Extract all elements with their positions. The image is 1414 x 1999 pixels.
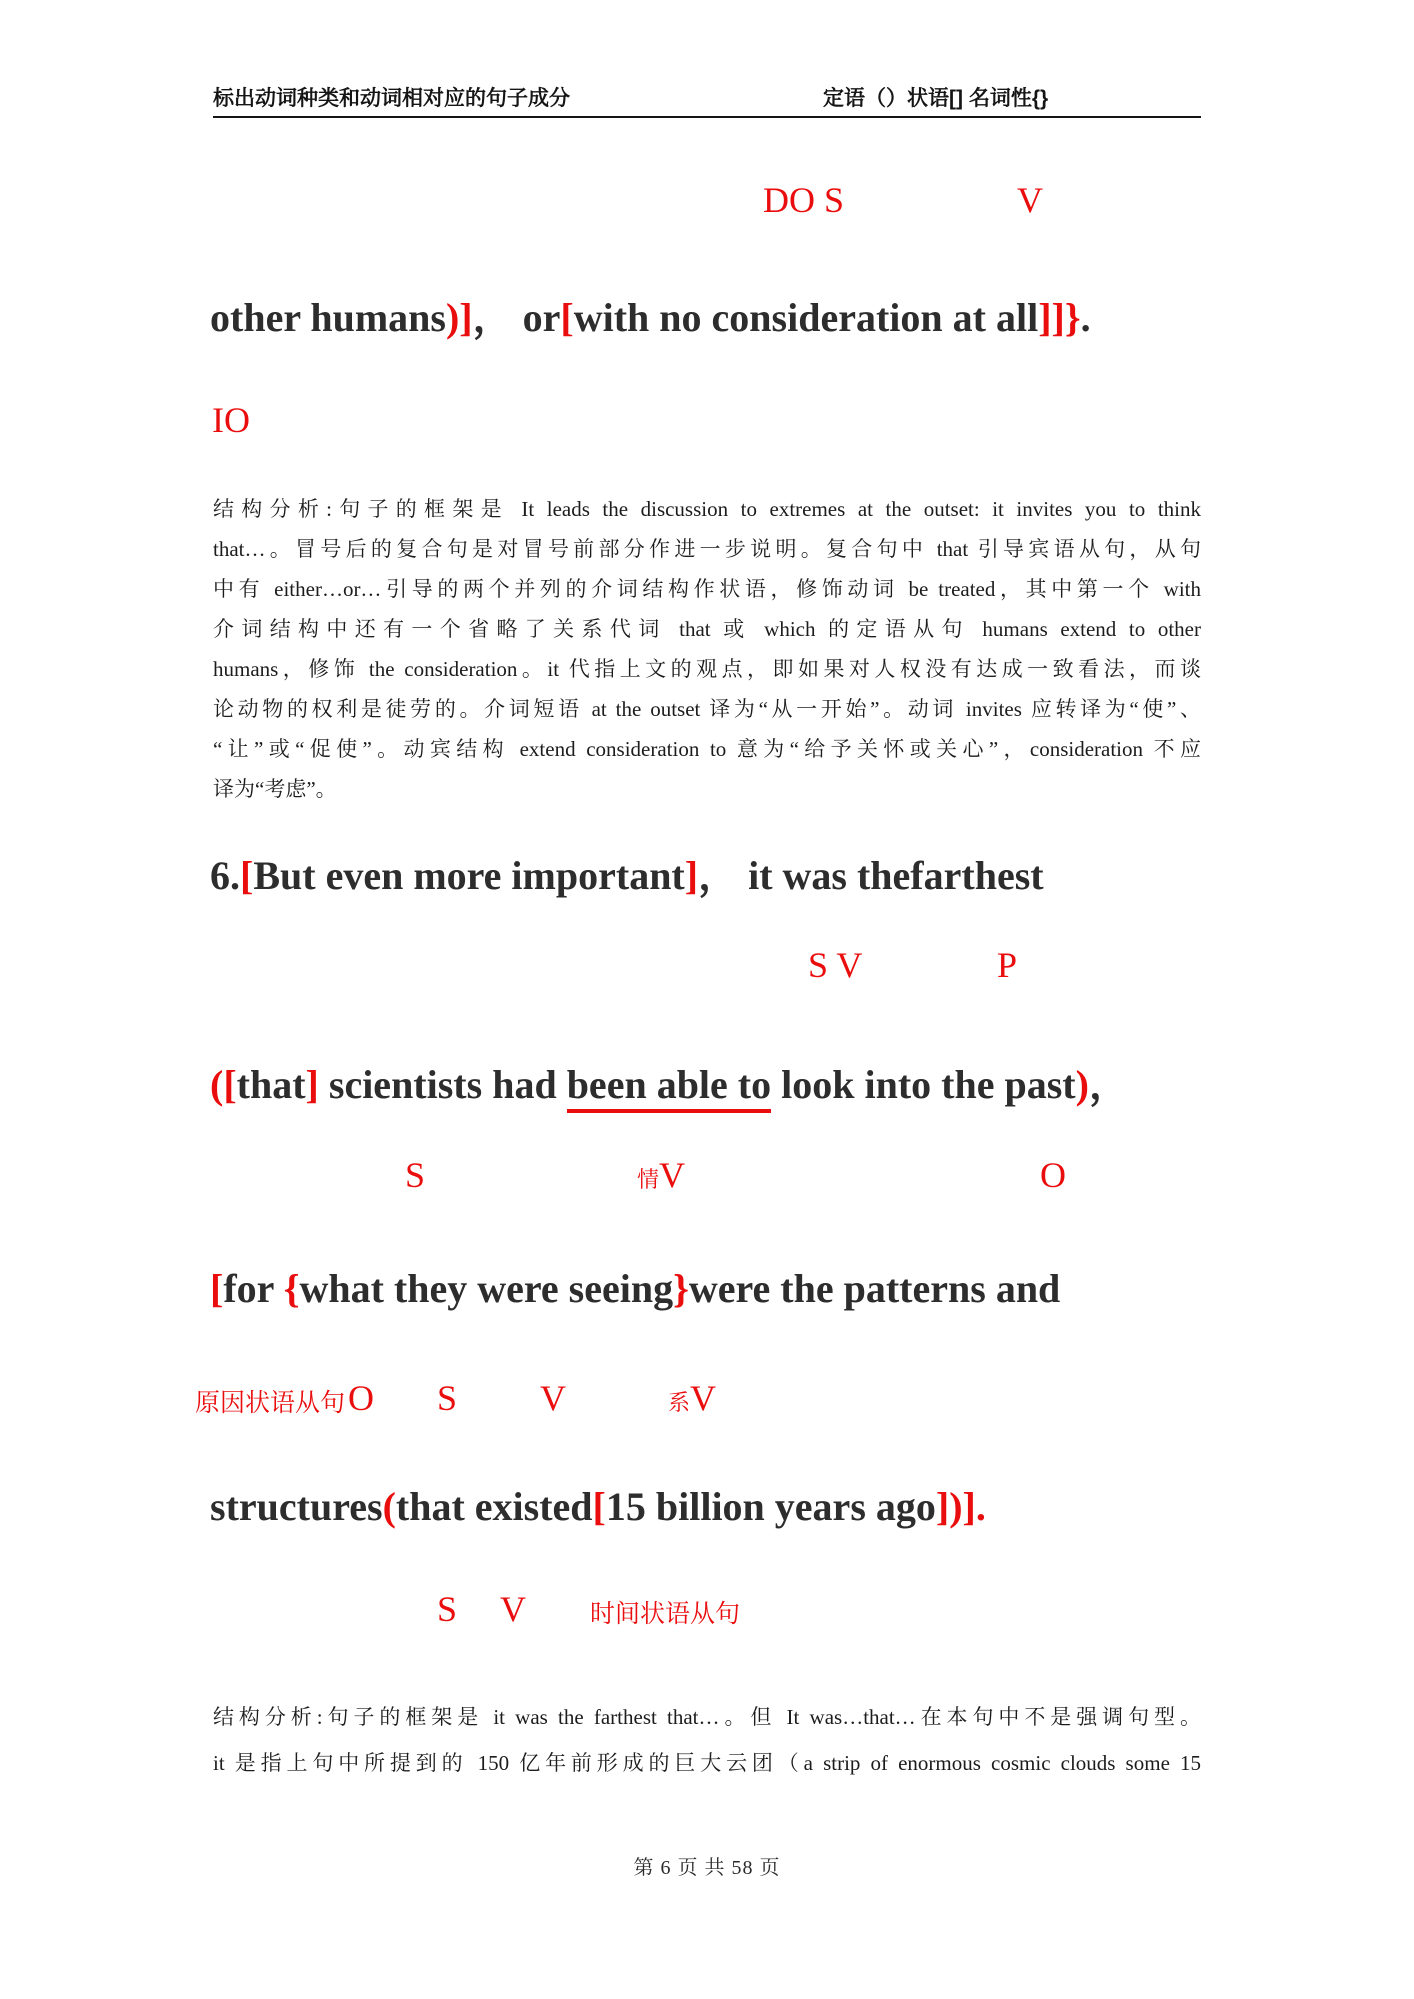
text-segment: ， it was thefarthest — [698, 853, 1044, 898]
text-segment: that — [236, 1062, 306, 1107]
text-segment: V — [690, 1378, 717, 1418]
text-segment: structures — [210, 1484, 383, 1529]
text-segment: 6. — [210, 853, 240, 898]
text-segment: . — [1080, 295, 1091, 340]
sentence6-text-line3 — [210, 1266, 1060, 1312]
text-segment: with no consideration at all — [573, 295, 1039, 340]
sentence5-text-line — [210, 295, 1091, 341]
text-segment: [ — [240, 853, 254, 898]
annotation-v: V — [540, 1378, 566, 1418]
sentence6-annotation-row4 — [0, 1583, 1414, 1627]
text-segment: that existed — [395, 1484, 593, 1529]
annotation-s: S — [437, 1589, 458, 1629]
text-segment: ( — [210, 1062, 224, 1107]
annotation-time-clause-label: 时间状语从句 — [590, 1601, 741, 1628]
annotation-v: V — [500, 1589, 526, 1629]
sentence6-annotation-row1 — [0, 939, 1414, 983]
paragraph-line: 论动物的权利是徒劳的。介词短语 at the outset 译为“从一开始”。动词 invites 应转译为“使”、 — [213, 697, 1201, 721]
annotation-link-v — [668, 1380, 716, 1416]
paragraph-line: 结构分析:句子的框架是 it was the farthest that…。但 It was…that…在本句中不是强调句型。 — [213, 1705, 1201, 1729]
annotation-s: S — [437, 1378, 458, 1418]
annotation-io: IO — [212, 400, 250, 440]
text-segment: ( — [382, 1484, 396, 1529]
annotation-do-s: DO S — [763, 180, 845, 220]
paragraph-line: humans，修饰 the consideration。it 代指上文的观点，即如果对人权没有达成一致看法，而谈 — [213, 657, 1201, 681]
annotation-p: P — [997, 945, 1018, 985]
paragraph-line: 介词结构中还有一个省略了关系代词 that 或 which 的定语从句 humans extend to other — [213, 617, 1201, 641]
annotation-o: O — [1040, 1155, 1066, 1195]
text-segment: ] — [684, 853, 699, 898]
annotation-v: V — [1017, 180, 1043, 220]
text-segment: 情 — [637, 1167, 660, 1192]
paragraph-line: that…。冒号后的复合句是对冒号前部分作进一步说明。复合句中 that 引导宾语从句，从句 — [213, 537, 1201, 561]
annotation-reason-clause-label: 原因状语从句 — [195, 1390, 346, 1417]
sentence5-io-row — [0, 394, 1414, 438]
text-segment: . — [975, 1484, 986, 1529]
text-segment: ， — [1088, 1062, 1129, 1107]
text-segment: ] — [305, 1062, 319, 1107]
text-segment: scientists had — [318, 1062, 567, 1107]
text-segment: [ — [592, 1484, 606, 1529]
sentence6-text-line4 — [210, 1484, 986, 1530]
text-segment: ， or — [472, 295, 561, 340]
sentence6-annotation-row2 — [0, 1149, 1414, 1193]
header-right-label: 定语（）状语[] 名词性{} — [823, 87, 1049, 110]
text-segment: { — [283, 1266, 300, 1311]
text-segment: V — [659, 1155, 686, 1195]
paragraph-line: 结构分析:句子的框架是 It leads the discussion to extremes at the outset: it invites you to think — [213, 497, 1201, 521]
text-segment: for — [223, 1266, 284, 1311]
sentence6-text-line2 — [210, 1062, 1129, 1108]
text-segment: ) — [1075, 1062, 1089, 1107]
text-segment: 系 — [668, 1390, 691, 1415]
annotation-s: S — [405, 1155, 426, 1195]
text-segment: } — [673, 1266, 689, 1311]
sentence6-annotation-row3 — [0, 1372, 1414, 1416]
header-divider — [213, 116, 1201, 118]
annotation-o: O — [348, 1378, 374, 1418]
text-segment: 15 billion years ago — [605, 1484, 936, 1529]
text-segment: [ — [210, 1266, 224, 1311]
paragraph-line: 中有 either…or…引导的两个并列的介词结构作状语，修饰动词 be treated，其中第一个 with — [213, 577, 1201, 601]
text-segment: ])] — [935, 1484, 976, 1529]
text-segment: [ — [560, 295, 574, 340]
sentence6-heading-line — [210, 853, 1044, 899]
annotation-s-v: S V — [808, 945, 863, 985]
sentence5-analysis-paragraph — [213, 489, 1201, 809]
text-segment: other humans — [210, 295, 446, 340]
paragraph-line: “让”或“促使”。动宾结构 extend consideration to 意为“给予关怀或关心”，consideration 不应 — [213, 737, 1201, 761]
text-segment: what they were seeing — [299, 1266, 674, 1311]
header-left-label: 标出动词种类和动词相对应的句子成分 — [213, 87, 570, 110]
page-number: 第 6 页 共 58 页 — [633, 1857, 781, 1879]
text-segment: )] — [445, 295, 473, 340]
text-segment: ]]} — [1038, 295, 1081, 340]
sentence6-analysis-paragraph — [213, 1694, 1201, 1786]
text-segment: But even more important — [253, 853, 685, 898]
text-segment: were the patterns and — [688, 1266, 1061, 1311]
text-segment: been able to — [567, 1062, 771, 1113]
sentence5-annotation-row — [0, 174, 1414, 218]
text-segment: look into the past — [771, 1062, 1076, 1107]
paragraph-line: it 是指上句中所提到的 150 亿年前形成的巨大云团（a strip of enormous cosmic clouds some 15 — [213, 1751, 1201, 1775]
annotation-modal-v — [637, 1157, 685, 1193]
paragraph-line: 译为“考虑”。 — [213, 777, 337, 801]
text-segment: [ — [223, 1062, 237, 1107]
